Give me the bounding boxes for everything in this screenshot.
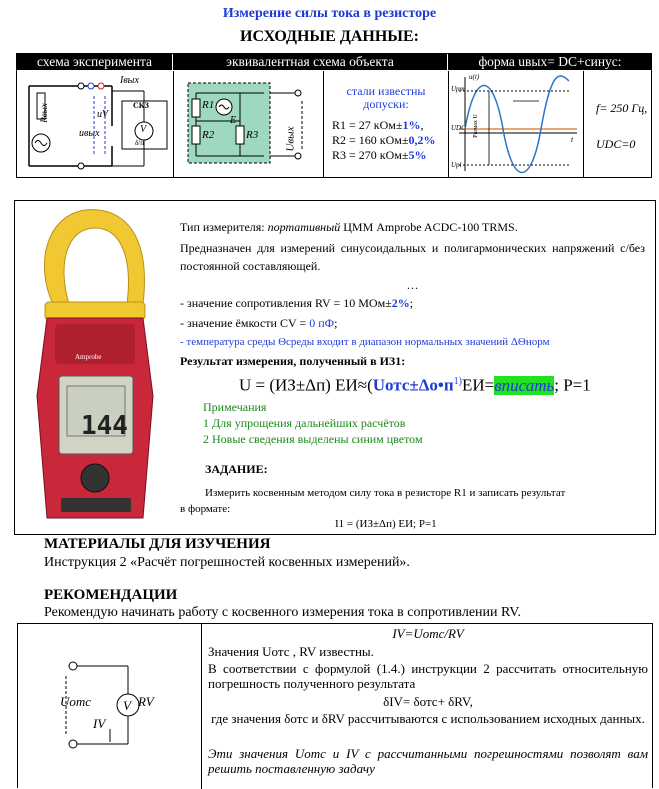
- materials-text: Инструкция 2 «Расчёт погрешностей косвенных измерений».: [44, 555, 410, 570]
- recommendations-heading: РЕКОМЕНДАЦИИ: [44, 587, 178, 603]
- source-data-table: [16, 53, 652, 178]
- equivalent-scheme-cell: [173, 71, 323, 178]
- experiment-circuit-diagram: [17, 71, 172, 178]
- udc-label: UDC: [451, 124, 466, 132]
- known-values: Значения Uотс , RV известны.: [208, 644, 374, 659]
- waveform-cell: [448, 71, 583, 178]
- page-title: Измерение силы тока в резисторе: [222, 6, 437, 21]
- meter-bottom-label: δ/п: [135, 139, 144, 147]
- tolerances-cell: [323, 71, 448, 178]
- iv-label: IV: [93, 716, 106, 731]
- rv-label: RV: [138, 694, 154, 709]
- equivalent-circuit-diagram: [174, 71, 324, 178]
- uv-label: uV: [97, 109, 109, 120]
- instrument-box: [14, 200, 656, 535]
- task-formula: I1 = (ИЗ±Δп) ЕИ; P=1: [335, 518, 437, 530]
- header-experiment-scheme: схема эксперимента: [17, 54, 172, 70]
- tolerances-heading: стали известны допуски:: [346, 84, 426, 111]
- header-equivalent-scheme: эквивалентная схема объекта: [173, 54, 447, 70]
- meter-brand-logo: Amprobe: [75, 353, 102, 361]
- r2-label: R2: [202, 129, 215, 141]
- u-t-label: u(t): [469, 73, 480, 81]
- note-1: 1 Для упрощения дальнейших расчётов: [203, 416, 406, 430]
- upm-label: Uрm: [451, 85, 465, 93]
- upl-label: Upl: [451, 161, 462, 169]
- result-formula: U = (ИЗ±Δп) $ЕИ\approx(Uотс\pm\Delta о•п^{1)}ЕИ=вписать$; P=1: [239, 375, 591, 395]
- fill-in-placeholder[interactable]: вписать: [494, 375, 555, 395]
- iv-formula: IV=Uотс/RV: [392, 626, 464, 641]
- meter-v-label: V: [140, 124, 147, 135]
- notes-heading: Примечания: [203, 400, 267, 414]
- meter-top-label: СКЗ: [133, 101, 149, 110]
- t-label: t: [571, 135, 574, 144]
- section-subtitle: ИСХОДНЫЕ ДАННЫЕ:: [240, 28, 419, 45]
- u-otc-label: Uотс: [60, 694, 92, 709]
- r1-label: R1: [202, 99, 215, 111]
- tolerance-r3: R3 = 270 кОм±5%: [332, 148, 427, 162]
- task-text: Измерить косвенным методом силу тока в резисторе R1 и записать результат: [205, 487, 566, 499]
- resistance-line: - значение сопротивления RV = 10 МОм±2%;: [180, 296, 414, 310]
- result-heading: Результат измерения, полученный в ИЗ1:: [180, 354, 406, 368]
- task-format: в формате:: [180, 503, 231, 515]
- meter-display-reading: 144: [81, 411, 128, 441]
- e-label: E: [230, 115, 237, 126]
- meter-purpose: Предназначен для измерений синусоидальных и полигармонических напряжений с/без постоянной составляющей.: [180, 241, 645, 273]
- i-out-label: Iвых: [120, 75, 139, 86]
- udc-value: UDC=0: [596, 137, 636, 151]
- r3-label: R3: [246, 129, 259, 141]
- u-out-label: uвых: [79, 128, 100, 139]
- tolerance-r1: R1 = 27 кОм±1%,: [332, 118, 424, 132]
- conclusion-text: Эти значения Uотс и IV с рассчитанными погрешностями позволят вам решить поставленную задачу: [208, 746, 648, 776]
- params-cell: [583, 71, 653, 178]
- v-meter-label: V: [123, 698, 131, 713]
- experiment-scheme-cell: [17, 71, 173, 178]
- instruction-text: В соответствии с формулой (1.4.) инструкции 2 рассчитать относительную погрешность полученного результата: [208, 661, 648, 691]
- r-out-label: Rвых: [38, 103, 49, 123]
- materials-heading: МАТЕРИАЛЫ ДЛЯ ИЗУЧЕНИЯ: [44, 536, 271, 552]
- delta-explanation: где значения δотс и δRV рассчитываются с использованием исходных данных.: [211, 711, 645, 726]
- u-range-label: Размах U: [472, 114, 479, 138]
- calculation-box: [17, 623, 653, 788]
- task-heading: ЗАДАНИЕ:: [205, 462, 268, 476]
- note-2: 2 Новые сведения выделены синим цветом: [203, 432, 423, 446]
- capacitance-line: - значение ёмкости CV = 0 пФ;: [180, 316, 338, 330]
- waveform-plot: [449, 71, 583, 178]
- header-waveform: форма uвых= DC+синус:: [448, 54, 652, 70]
- frequency-value: f= 250 Гц,: [596, 101, 648, 115]
- delta-formula: δIV= δотс+ δRV,: [383, 694, 473, 709]
- temperature-line: - температура среды Θсреды входит в диапазон нормальных значений ΔΘнорм: [180, 336, 550, 348]
- ellipsis: …: [406, 278, 419, 292]
- recommendations-text: Рекомендую начинать работу с косвенного измерения тока в сопротивлении RV.: [44, 605, 522, 620]
- u-out-label-2: Uвых: [284, 126, 297, 152]
- tolerance-r2: R2 = 160 кОм±0,2%: [332, 133, 436, 147]
- meter-type: Тип измерителя: портативный ЦММ Amprobe ACDC-100 TRMS.: [180, 220, 518, 234]
- clamp-meter-image: [25, 206, 163, 528]
